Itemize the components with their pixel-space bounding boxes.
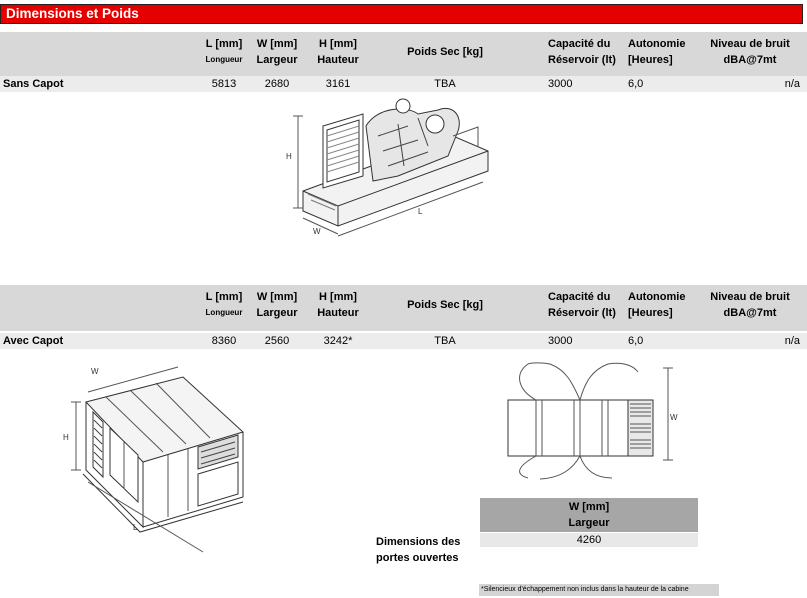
header-height: H [mm] Hauteur	[317, 291, 359, 319]
header-length: L [mm] Longueur	[205, 38, 243, 64]
doors-open-plan-drawing	[500, 360, 690, 480]
cell-weight: TBA	[434, 78, 456, 90]
cell-noise: n/a	[784, 78, 800, 90]
header-capacity: Capacité du Réservoir (lt)	[548, 38, 616, 66]
section-title: Dimensions et Poids	[6, 6, 139, 21]
cell-capacity: 3000	[548, 78, 573, 90]
canopy-letter-h: H	[63, 433, 69, 442]
doors-table-header	[480, 498, 698, 532]
genset-canopy-drawing	[58, 362, 258, 562]
cell-length: 8360	[211, 335, 237, 347]
cell-height: 3161	[325, 78, 351, 90]
table-row-avec-capot	[0, 333, 807, 349]
header-length: L [mm] Longueur	[205, 291, 243, 317]
cell-length: 5813	[211, 78, 237, 90]
canopy-letter-l: L	[133, 523, 138, 532]
header-height: H [mm] Hauteur	[317, 38, 359, 66]
doors-open-label: Dimensions des portes ouvertes	[376, 536, 461, 564]
footnote: *Silencieux d'échappement non inclus dans la hauteur de la cabine	[479, 584, 719, 596]
header-autonomy: Autonomie [Heures]	[628, 291, 686, 319]
plan-letter-w: W	[670, 413, 678, 422]
drawing-letter-h: H	[286, 152, 292, 161]
header-weight: Poids Sec [kg]	[407, 46, 483, 58]
doors-header-width: W [mm]	[568, 501, 610, 513]
cell-noise: n/a	[784, 335, 800, 347]
doors-width-value: 4260	[480, 533, 698, 547]
header-capacity: Capacité du Réservoir (lt)	[548, 291, 616, 319]
canopy-letter-w: W	[91, 367, 99, 376]
drawing-letter-l: L	[418, 207, 423, 216]
section-title-bar	[0, 4, 803, 24]
genset-open-drawing	[278, 96, 508, 256]
cell-capacity: 3000	[548, 335, 573, 347]
table-row-sans-capot	[0, 76, 807, 92]
cell-height: 3242*	[323, 335, 353, 347]
table-header-sans-capot	[0, 32, 807, 78]
cell-weight: TBA	[434, 335, 456, 347]
cell-autonomy: 6,0	[628, 78, 644, 90]
header-width: W [mm] Largeur	[256, 38, 298, 66]
cell-width: 2560	[264, 335, 290, 347]
header-width: W [mm] Largeur	[256, 291, 298, 319]
row-label: Avec Capot	[3, 335, 64, 347]
drawing-letter-w: W	[313, 227, 321, 236]
doors-header-largeur: Largeur	[568, 517, 610, 529]
cell-width: 2680	[264, 78, 290, 90]
table-header-avec-capot	[0, 285, 807, 331]
row-label: Sans Capot	[3, 78, 64, 90]
header-noise: Niveau de bruit dBA@7mt	[710, 38, 790, 66]
header-weight: Poids Sec [kg]	[407, 299, 483, 311]
header-noise: Niveau de bruit dBA@7mt	[710, 291, 790, 319]
header-autonomy: Autonomie [Heures]	[628, 38, 686, 66]
cell-autonomy: 6,0	[628, 335, 644, 347]
